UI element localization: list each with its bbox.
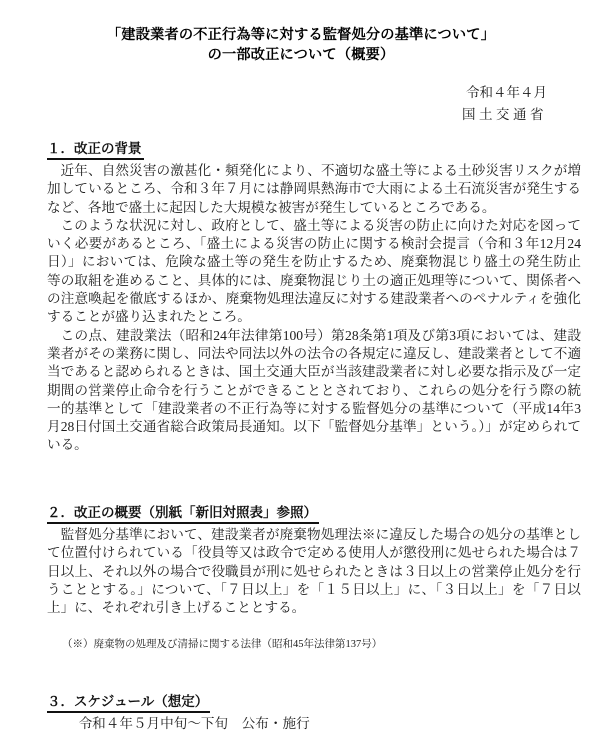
document-date: 令和４年４月	[466, 85, 547, 100]
section-overview-heading: ２．改正の概要（別紙「新旧対照表」参照）	[47, 504, 319, 524]
paragraph: 監督処分基準において、建設業者が廃棄物処理法※に違反した場合の処分の基準として位置付けられている「役員等又は政令で定める使用人が懲役刑に処せられた場合は７日以上、それ以外の場合で役職員が刑に処せられたときは３日以上の営業停止処分を行うこととする。」について、「７日以上」を「１５日以上」に、「３日以上」を「７日以上」に、それぞれ引き上げることとする。	[47, 527, 581, 616]
footnote: （※）廃棄物の処理及び清掃に関する法律（昭和45年法律第137号）	[62, 639, 383, 650]
schedule-entry: 令和４年５月中旬～下旬 公布・施行	[78, 716, 310, 731]
section-schedule	[47, 693, 581, 733]
paragraph: この点、建設業法（昭和24年法律第100号）第28条第1項及び第3項においては、建設業者がその業務に関し、同法や同法以外の法令の各規定に違反し、建設業者として不適当であると認められるときは、国土交通大臣が当該建設業者に対し必要な指示及び一定期間の営業停止命令を行うことができることとされており、これらの処分を行う際の統一的基準として「建設業者の不正行為等に対する監督処分の基準について（平成14年3月28日付国土交通省総合政策局長通知。以下「監督処分基準」という。）」が定められている。	[47, 327, 581, 453]
paragraph: このような状況に対し、政府として、盛土等による災害の防止に向けた対応を図っていく必要があるところ、「盛土による災害の防止に関する検討会提言（令和３年12月24日）」においては、危険な盛土等の発生を防止するため、廃棄物混じり盛土の発生防止等の取組を進めること、具体的には、廃棄物混じり土の適正処理等について、関係者への注意喚起を徹底するほか、廃棄物処理法違反に対する建設業者へのペナルティを強化することが盛り込まれたところ。	[47, 217, 581, 325]
document-title	[0, 26, 602, 65]
document-title-line-1: 「建設業者の不正行為等に対する監督処分の基準について」	[106, 27, 496, 43]
section-schedule-heading: ３．スケジュール（想定）	[47, 693, 210, 713]
document-organization: 国土交通省	[462, 107, 547, 122]
document-title-line-2: の一部改正について（概要）	[207, 46, 395, 63]
section-background	[47, 140, 581, 455]
section-overview	[47, 504, 581, 617]
paragraph: 近年、自然災害の激甚化・頻発化により、不適切な盛土等による土砂災害リスクが増加しているところ、令和３年７月には静岡県熱海市で大雨による土石流災害が発生するなど、各地で盛土に起因した大規模な被害が発生しているところである。	[47, 163, 581, 215]
section-overview-body	[47, 526, 581, 617]
section-background-body	[47, 162, 581, 455]
section-schedule-body	[47, 715, 581, 733]
document-meta	[462, 82, 547, 126]
section-background-heading: １．改正の背景	[47, 140, 144, 160]
